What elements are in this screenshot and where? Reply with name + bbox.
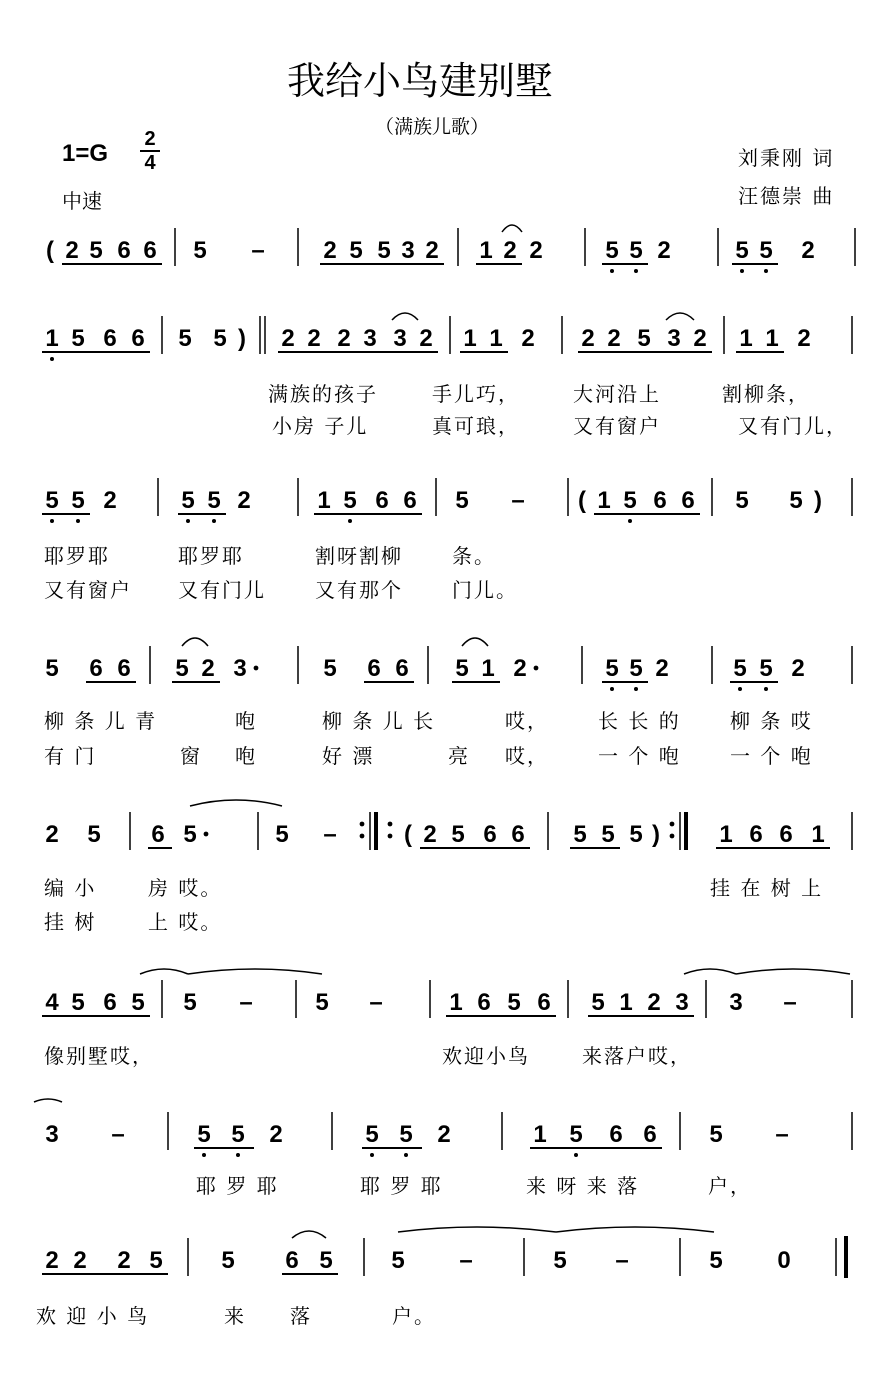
lyric: 割呀割柳	[315, 544, 403, 568]
note: 2	[423, 821, 437, 848]
note: 5	[789, 487, 803, 514]
note: 2	[581, 325, 595, 352]
dash: –	[111, 1121, 125, 1148]
note: 6	[131, 325, 145, 352]
note: 1	[533, 1121, 547, 1148]
slur	[398, 1227, 556, 1232]
note: 2	[65, 237, 79, 264]
note: 5	[343, 487, 357, 514]
note: 6	[117, 237, 131, 264]
lyric: 又有窗户	[44, 578, 132, 602]
dash: –	[369, 989, 383, 1016]
low-octave-dot	[610, 269, 614, 273]
time-signature-bottom: 4	[140, 150, 160, 174]
low-octave-dot	[348, 519, 352, 523]
note: 5	[193, 237, 207, 264]
note: 2	[657, 237, 671, 264]
lyric: 条。	[452, 544, 496, 568]
song-title: 我给小鸟建别墅	[287, 59, 554, 103]
repeat-dot	[388, 822, 393, 827]
repeat-dot	[360, 834, 365, 839]
dash: –	[251, 237, 265, 264]
key-signature: 1=G	[62, 140, 109, 167]
note: 6	[749, 821, 763, 848]
note: 2	[45, 821, 59, 848]
lyric: 又有窗户	[573, 414, 661, 438]
note: 5	[553, 1247, 567, 1274]
note: 6	[367, 655, 381, 682]
note: 6	[779, 821, 793, 848]
note: 2	[513, 655, 527, 682]
note: 2	[307, 325, 321, 352]
note: 2	[323, 237, 337, 264]
note: 2	[437, 1121, 451, 1148]
note: 2	[529, 237, 543, 264]
note: 5	[709, 1121, 723, 1148]
note: 2	[237, 487, 251, 514]
slur	[188, 969, 322, 974]
augmentation-dot	[254, 666, 259, 671]
note: 5	[759, 237, 773, 264]
note: 5	[213, 325, 227, 352]
bracket: )	[652, 821, 660, 848]
lyric: 柳 条 哎	[730, 709, 813, 733]
note: 1	[463, 325, 477, 352]
note: 1	[619, 989, 633, 1016]
note: 5	[349, 237, 363, 264]
note: 1	[739, 325, 753, 352]
note: 5	[71, 989, 85, 1016]
note: 5	[183, 989, 197, 1016]
note: 5	[605, 655, 619, 682]
lyric: 耶罗耶	[178, 544, 244, 568]
bracket: (	[404, 821, 412, 848]
note: 5	[365, 1121, 379, 1148]
slur	[502, 225, 522, 232]
note: 5	[181, 487, 195, 514]
note: 5	[315, 989, 329, 1016]
lyric: 咆	[235, 744, 257, 768]
tempo-marking: 中速	[62, 189, 102, 213]
note: 2	[655, 655, 669, 682]
repeat-dot	[670, 834, 675, 839]
repeat-dot	[670, 822, 675, 827]
low-octave-dot	[212, 519, 216, 523]
lyric: 哎，	[505, 744, 549, 768]
dash: –	[511, 487, 525, 514]
slur	[462, 638, 488, 646]
note: 2	[425, 237, 439, 264]
lyric: 一 个 咆	[730, 744, 813, 768]
note: 5	[735, 237, 749, 264]
low-octave-dot	[76, 519, 80, 523]
note: 5	[221, 1247, 235, 1274]
note: 5	[629, 821, 643, 848]
lyric: 大河沿上	[573, 382, 661, 406]
note: 5	[87, 821, 101, 848]
note: 6	[653, 487, 667, 514]
low-octave-dot	[610, 687, 614, 691]
note: 5	[323, 655, 337, 682]
note: 2	[521, 325, 535, 352]
note: 5	[709, 1247, 723, 1274]
lyric: 又有那个	[315, 578, 403, 602]
note: 3	[667, 325, 681, 352]
lyric: 长 长 的	[598, 709, 681, 733]
note: 6	[151, 821, 165, 848]
low-octave-dot	[628, 519, 632, 523]
note: 1	[317, 487, 331, 514]
lyric: 像别墅哎，	[44, 1044, 154, 1068]
note: 5	[569, 1121, 583, 1148]
note: 2	[503, 237, 517, 264]
note: 5	[71, 325, 85, 352]
low-octave-dot	[738, 687, 742, 691]
lyric: 有 门	[44, 744, 97, 768]
low-octave-dot	[370, 1153, 374, 1157]
low-octave-dot	[202, 1153, 206, 1157]
note: 5	[601, 821, 615, 848]
bracket: (	[46, 237, 54, 264]
note: 5	[623, 487, 637, 514]
note: 5	[377, 237, 391, 264]
lyric: 一 个 咆	[598, 744, 681, 768]
augmentation-dot	[534, 666, 539, 671]
note: 6	[609, 1121, 623, 1148]
note: 6	[681, 487, 695, 514]
lyric: 上 哎。	[148, 910, 223, 934]
repeat-dot	[388, 834, 393, 839]
note: 5	[605, 237, 619, 264]
dash: –	[775, 1121, 789, 1148]
note: 5	[319, 1247, 333, 1274]
lyric: 窗	[180, 744, 202, 768]
note: 1	[481, 655, 495, 682]
note: 2	[73, 1247, 87, 1274]
note: 5	[735, 487, 749, 514]
dash: –	[615, 1247, 629, 1274]
note: 1	[719, 821, 733, 848]
note: 2	[117, 1247, 131, 1274]
note: 2	[693, 325, 707, 352]
low-octave-dot	[186, 519, 190, 523]
lyric: 又有门儿，	[738, 414, 848, 438]
note: 2	[647, 989, 661, 1016]
note: 5	[733, 655, 747, 682]
note: 2	[337, 325, 351, 352]
note: 1	[45, 325, 59, 352]
lyric: 小房 子儿	[272, 414, 369, 438]
note: 5	[149, 1247, 163, 1274]
note: 2	[419, 325, 433, 352]
note: 6	[477, 989, 491, 1016]
time-signature-top: 2	[144, 128, 156, 150]
lyric: 割柳条，	[722, 382, 810, 406]
dash: –	[239, 989, 253, 1016]
note: 5	[71, 487, 85, 514]
note: 2	[45, 1247, 59, 1274]
lyric: 亮	[448, 744, 470, 768]
note: 2	[607, 325, 621, 352]
slur	[666, 313, 694, 320]
bracket: (	[578, 487, 586, 514]
bracket: )	[238, 325, 246, 352]
low-octave-dot	[634, 687, 638, 691]
repeat-dot	[360, 822, 365, 827]
lyric: 欢迎小鸟	[442, 1044, 530, 1068]
note: 5	[629, 655, 643, 682]
note: 5	[89, 237, 103, 264]
lyric: 柳 条 儿 长	[322, 709, 436, 733]
lyric: 落	[290, 1304, 312, 1328]
note: 5	[45, 487, 59, 514]
low-octave-dot	[764, 687, 768, 691]
lyric: 又有门儿	[178, 578, 266, 602]
lyric: 柳 条 儿 青	[44, 709, 158, 733]
lyric: 耶罗耶	[44, 544, 110, 568]
lyric: 耶 罗 耶	[196, 1174, 279, 1198]
note: 1	[765, 325, 779, 352]
note: 5	[591, 989, 605, 1016]
note: 5	[207, 487, 221, 514]
song-subtitle: （满族儿歌）	[375, 116, 490, 138]
lyric: 挂 在 树 上	[710, 876, 824, 900]
dash: –	[459, 1247, 473, 1274]
note: 2	[201, 655, 215, 682]
slur	[182, 638, 208, 646]
note: 3	[45, 1121, 59, 1148]
lyric: 户，	[708, 1174, 752, 1198]
lyric: 来落户哎，	[582, 1044, 692, 1068]
low-octave-dot	[50, 519, 54, 523]
note: 5	[629, 237, 643, 264]
bracket: )	[814, 487, 822, 514]
lyric: 来 呀 来 落	[526, 1174, 640, 1198]
note: 2	[103, 487, 117, 514]
augmentation-dot	[204, 832, 209, 837]
note: 1	[479, 237, 493, 264]
dash: –	[783, 989, 797, 1016]
lyric: 房 哎。	[148, 876, 223, 900]
lyric: 好 漂	[322, 744, 375, 768]
slur	[34, 1099, 62, 1102]
note: 6	[375, 487, 389, 514]
note: 6	[537, 989, 551, 1016]
slur	[736, 969, 850, 974]
low-octave-dot	[50, 357, 54, 361]
note: 2	[269, 1121, 283, 1148]
note: 1	[811, 821, 825, 848]
lyric: 来	[224, 1304, 246, 1328]
slur	[556, 1227, 714, 1232]
note: 1	[489, 325, 503, 352]
note: 5	[178, 325, 192, 352]
note: 2	[281, 325, 295, 352]
note: 3	[729, 989, 743, 1016]
note: 5	[175, 655, 189, 682]
note: 6	[483, 821, 497, 848]
note: 2	[797, 325, 811, 352]
lyric: 手儿巧，	[432, 382, 520, 406]
lyric: 哎，	[505, 709, 549, 733]
note: 6	[117, 655, 131, 682]
lyric: 户。	[392, 1304, 436, 1328]
note: 6	[89, 655, 103, 682]
lyric: 满族的孩子	[268, 382, 378, 406]
note: 0	[777, 1247, 791, 1274]
note: 6	[285, 1247, 299, 1274]
note: 6	[643, 1121, 657, 1148]
note: 5	[455, 655, 469, 682]
note: 4	[45, 989, 59, 1016]
low-octave-dot	[764, 269, 768, 273]
low-octave-dot	[236, 1153, 240, 1157]
note: 2	[791, 655, 805, 682]
note: 6	[143, 237, 157, 264]
note: 3	[393, 325, 407, 352]
note: 2	[801, 237, 815, 264]
note: 6	[395, 655, 409, 682]
low-octave-dot	[574, 1153, 578, 1157]
note: 6	[103, 989, 117, 1016]
note: 3	[401, 237, 415, 264]
lyric: 挂 树	[44, 910, 97, 934]
slur	[392, 313, 418, 320]
note: 5	[507, 989, 521, 1016]
note: 5	[451, 821, 465, 848]
note: 5	[131, 989, 145, 1016]
note: 5	[197, 1121, 211, 1148]
note: 5	[391, 1247, 405, 1274]
slur	[190, 800, 282, 806]
lyric: 耶 罗 耶	[360, 1174, 443, 1198]
low-octave-dot	[634, 269, 638, 273]
low-octave-dot	[404, 1153, 408, 1157]
lyric: 门儿。	[452, 578, 518, 602]
dash: –	[323, 821, 337, 848]
note: 1	[449, 989, 463, 1016]
note: 5	[183, 821, 197, 848]
composer-credit: 汪德崇 曲	[738, 184, 835, 208]
lyric: 欢 迎 小 鸟	[36, 1304, 150, 1328]
slur	[292, 1231, 326, 1238]
lyric: 编 小	[44, 876, 97, 900]
lyric: 咆	[235, 709, 257, 733]
note: 6	[103, 325, 117, 352]
note: 3	[363, 325, 377, 352]
note: 5	[399, 1121, 413, 1148]
note: 5	[637, 325, 651, 352]
note: 1	[597, 487, 611, 514]
note: 5	[45, 655, 59, 682]
note: 5	[455, 487, 469, 514]
note: 5	[573, 821, 587, 848]
slur	[684, 969, 736, 974]
note: 6	[403, 487, 417, 514]
lyric: 真可琅，	[432, 414, 520, 438]
note: 5	[275, 821, 289, 848]
note: 5	[231, 1121, 245, 1148]
note: 3	[675, 989, 689, 1016]
note: 5	[759, 655, 773, 682]
note: 6	[511, 821, 525, 848]
slur	[140, 969, 188, 974]
note: 3	[233, 655, 247, 682]
low-octave-dot	[740, 269, 744, 273]
lyricist-credit: 刘秉刚 词	[738, 146, 835, 170]
